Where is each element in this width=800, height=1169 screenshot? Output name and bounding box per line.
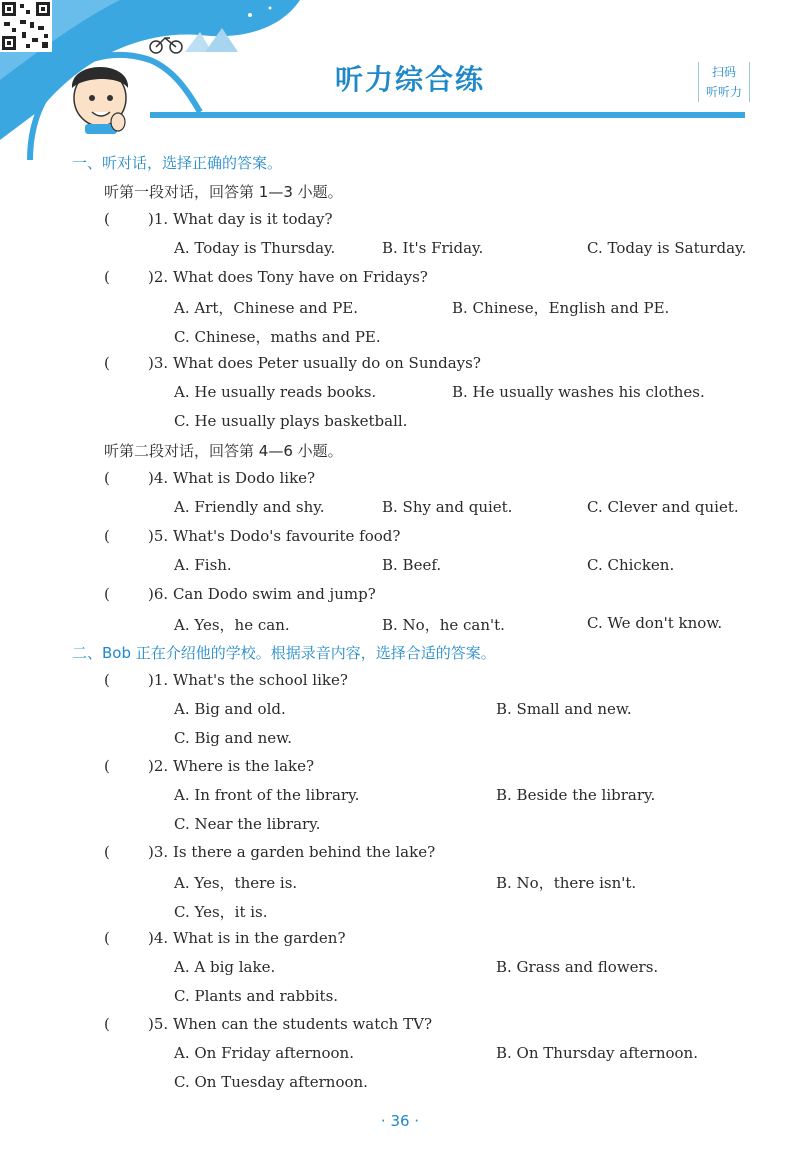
question-number: )4. xyxy=(148,469,169,487)
s2-q1-option-a: A. Big and old. xyxy=(174,700,286,718)
qr-code-icon[interactable] xyxy=(0,0,52,52)
answer-paren[interactable]: ( xyxy=(104,1015,110,1033)
s2-q5-option-b: B. On Thursday afternoon. xyxy=(496,1044,698,1062)
s1-q6-option-a: A. Yes，he can. xyxy=(174,616,290,634)
s1-q4-option-a: A. Friendly and shy. xyxy=(174,498,325,516)
s2-q1-option-c: C. Big and new. xyxy=(174,729,293,747)
question-number: )1. xyxy=(148,210,169,228)
answer-paren[interactable]: ( xyxy=(104,268,110,286)
s2-q4-option-b: B. Grass and flowers. xyxy=(496,958,659,976)
scan-label-top: 扫码 xyxy=(711,65,736,79)
answer-paren[interactable]: ( xyxy=(104,527,110,545)
s1-q5-option-c: C. Chicken. xyxy=(587,556,675,574)
question-number: )6. xyxy=(148,585,169,603)
s2-q2-option-a: A. In front of the library. xyxy=(174,786,360,804)
question-text: What's Dodo's favourite food? xyxy=(172,527,401,545)
s2-q3-option-a: A. Yes，there is. xyxy=(174,874,298,892)
s1-q6-option-c: C. We don't know. xyxy=(587,614,723,632)
question-number: )1. xyxy=(148,671,169,689)
section1-part2-intro: 听第二段对话，回答第 4—6 小题。 xyxy=(104,442,343,460)
question-text: What's the school like? xyxy=(172,671,348,689)
question-text: Can Dodo swim and jump? xyxy=(172,585,376,603)
question-text: What does Tony have on Fridays? xyxy=(172,268,428,286)
s1-q5-option-a: A. Fish. xyxy=(174,556,232,574)
s2-q2-option-c: C. Near the library. xyxy=(174,815,321,833)
page-title: 听力综合练 xyxy=(334,63,485,96)
s1-q5-option-b: B. Beef. xyxy=(382,556,442,574)
s1-q1-option-c: C. Today is Saturday. xyxy=(587,239,747,257)
question-text: What day is it today? xyxy=(172,210,333,228)
s1-q4-option-b: B. Shy and quiet. xyxy=(382,498,513,516)
answer-paren[interactable]: ( xyxy=(104,843,110,861)
s1-q2-option-c: C. Chinese，maths and PE. xyxy=(174,328,381,346)
s2-q3-option-c: C. Yes，it is. xyxy=(174,903,268,921)
question-number: )2. xyxy=(148,757,169,775)
s2-question-4 xyxy=(104,929,346,947)
question-text: What is in the garden? xyxy=(172,929,346,947)
answer-paren[interactable]: ( xyxy=(104,757,110,775)
s2-q4-option-a: A. A big lake. xyxy=(174,958,276,976)
question-text: When can the students watch TV? xyxy=(172,1015,432,1033)
answer-paren[interactable]: ( xyxy=(104,210,110,228)
question-number: )5. xyxy=(148,527,169,545)
s2-q3-option-b: B. No，there isn't. xyxy=(496,874,637,892)
s2-question-3 xyxy=(104,843,435,861)
question-text: What does Peter usually do on Sundays? xyxy=(172,354,481,372)
s1-q6-option-b: B. No，he can't. xyxy=(382,616,505,634)
s1-q3-option-a: A. He usually reads books. xyxy=(174,383,377,401)
question-number: )3. xyxy=(148,843,169,861)
s2-q2-option-b: B. Beside the library. xyxy=(496,786,656,804)
s1-q3-option-b: B. He usually washes his clothes. xyxy=(452,383,705,401)
s1-question-1 xyxy=(104,210,333,228)
answer-paren[interactable]: ( xyxy=(104,354,110,372)
s2-q5-option-c: C. On Tuesday afternoon. xyxy=(174,1073,368,1091)
s2-q4-option-c: C. Plants and rabbits. xyxy=(174,987,339,1005)
section1-part1-intro: 听第一段对话，回答第 1—3 小题。 xyxy=(104,183,343,201)
s1-question-4 xyxy=(104,469,315,487)
s2-question-5 xyxy=(104,1015,432,1033)
s1-question-2 xyxy=(104,268,428,286)
question-text: Is there a garden behind the lake? xyxy=(172,843,436,861)
question-text: Where is the lake? xyxy=(172,757,315,775)
page-number: · 36 · xyxy=(380,1112,420,1130)
answer-paren[interactable]: ( xyxy=(104,929,110,947)
s1-q2-option-a: A. Art，Chinese and PE. xyxy=(174,299,358,317)
section1-heading: 一、听对话，选择正确的答案。 xyxy=(72,154,283,172)
question-number: )2. xyxy=(148,268,169,286)
s1-question-6 xyxy=(104,585,376,603)
question-number: )3. xyxy=(148,354,169,372)
scan-label-bottom: 听听力 xyxy=(705,85,742,99)
s2-question-2 xyxy=(104,757,314,775)
answer-paren[interactable]: ( xyxy=(104,469,110,487)
s1-question-5 xyxy=(104,527,400,545)
question-text: What is Dodo like? xyxy=(172,469,316,487)
section2-heading: 二、Bob 正在介绍他的学校。根据录音内容，选择合适的答案。 xyxy=(72,644,496,662)
s2-q5-option-a: A. On Friday afternoon. xyxy=(174,1044,354,1062)
s1-q2-option-b: B. Chinese，English and PE. xyxy=(452,299,670,317)
s1-q3-option-c: C. He usually plays basketball. xyxy=(174,412,408,430)
page-header xyxy=(0,0,800,160)
s2-q1-option-b: B. Small and new. xyxy=(496,700,632,718)
s1-q1-option-b: B. It's Friday. xyxy=(382,239,484,257)
question-number: )5. xyxy=(148,1015,169,1033)
answer-paren[interactable]: ( xyxy=(104,585,110,603)
answer-paren[interactable]: ( xyxy=(104,671,110,689)
s1-question-3 xyxy=(104,354,481,372)
s2-question-1 xyxy=(104,671,348,689)
s1-q4-option-c: C. Clever and quiet. xyxy=(587,498,739,516)
s1-q1-option-a: A. Today is Thursday. xyxy=(174,239,336,257)
question-number: )4. xyxy=(148,929,169,947)
scan-label xyxy=(698,62,750,102)
